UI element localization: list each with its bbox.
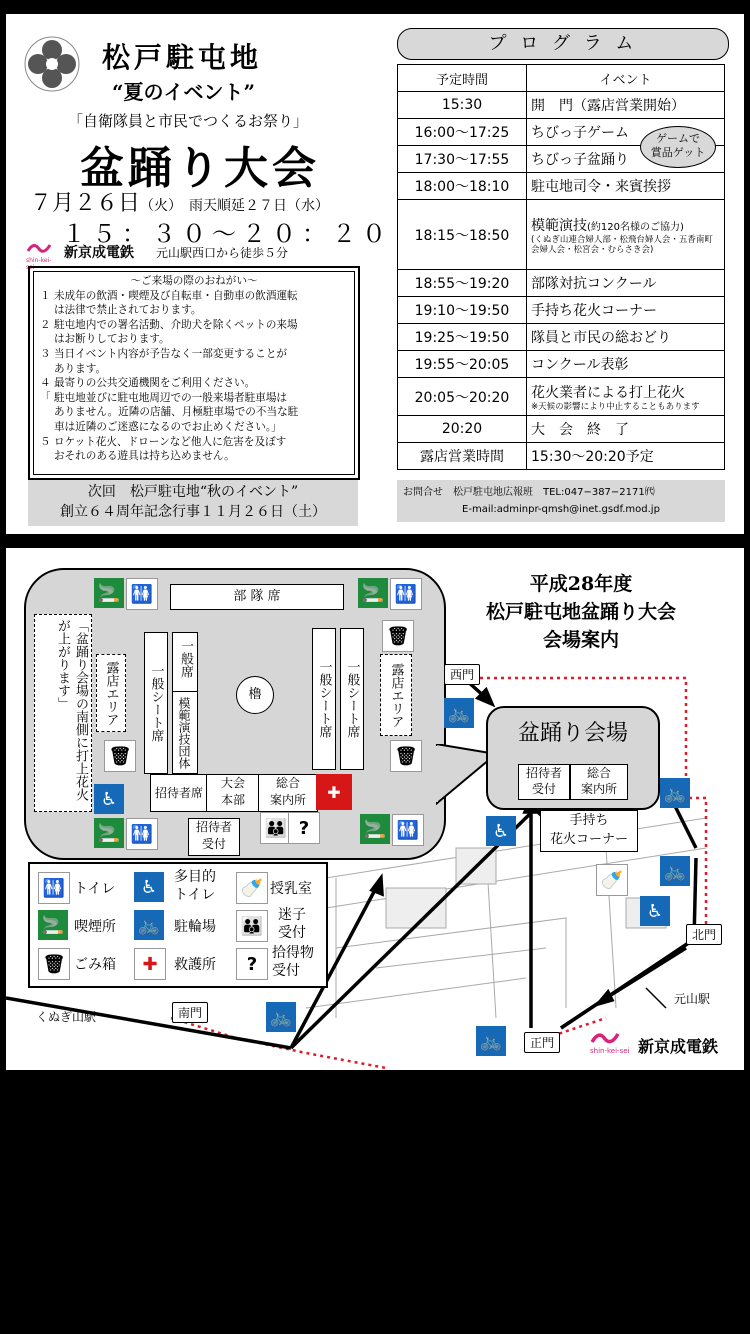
row-time: 19:10～19:50 bbox=[398, 297, 527, 324]
row-event: 15:30～20:20予定 bbox=[527, 443, 725, 470]
row-time: 15:30 bbox=[398, 92, 527, 119]
row-event: 手持ち花火コーナー bbox=[527, 297, 725, 324]
legend-label: 迷子 受付 bbox=[278, 907, 306, 941]
general-seat-label: 一般席 bbox=[178, 639, 193, 678]
toilet-icon: 🚻 bbox=[392, 814, 424, 846]
event-date-line bbox=[30, 186, 329, 217]
kunugiyama-station: くぬぎ山駅 bbox=[36, 1010, 97, 1024]
bicycle-icon: 🚲 bbox=[660, 778, 690, 808]
row-event: 模範演技 bbox=[531, 217, 587, 234]
row-time: 20:05～20:20 bbox=[398, 378, 527, 416]
row-time: 18:00～18:10 bbox=[398, 173, 527, 200]
railway-logo-icon bbox=[26, 241, 52, 255]
row-event: 駐屯地司令・来賓挨拶 bbox=[527, 173, 725, 200]
row-event: ちびっ子盆踊り bbox=[527, 146, 725, 173]
railway-name: 新京成電鉄 bbox=[64, 245, 134, 261]
legend-label: トイレ bbox=[74, 881, 116, 897]
legend-label: 多目的 トイレ bbox=[174, 869, 216, 903]
general-seat-left: 一般シート席 bbox=[144, 632, 168, 774]
hq-booth: 大会 本部 bbox=[206, 774, 260, 812]
bicycle-icon: 🚲 bbox=[134, 910, 164, 940]
bicycle-icon: 🚲 bbox=[476, 1026, 506, 1056]
troop-seats: 部 隊 席 bbox=[170, 584, 344, 610]
legend-label: 救護所 bbox=[174, 957, 216, 973]
main-gate: 正門 bbox=[524, 1032, 560, 1053]
row-time: 露店営業時間 bbox=[398, 443, 527, 470]
info-booth: 総合 案内所 bbox=[258, 774, 318, 812]
railway-logo-map bbox=[590, 1030, 629, 1055]
lost-child-icon: 👪 bbox=[236, 910, 268, 942]
program-table bbox=[397, 64, 725, 470]
legend-label: ごみ箱 bbox=[74, 957, 116, 973]
smoking-icon: 🚬 bbox=[358, 578, 388, 608]
row-time: 17:30～17:55 bbox=[398, 146, 527, 173]
smoking-icon: 🚬 bbox=[94, 578, 124, 608]
venue-info: 総合 案内所 bbox=[570, 764, 628, 800]
map-heading-title: 松戸駐屯地盆踊り大会 bbox=[485, 601, 676, 623]
invited-reception: 招待者 受付 bbox=[188, 818, 240, 856]
trash-icon: 🗑 bbox=[38, 948, 70, 980]
railway-logo-text: shin-kei-sei bbox=[26, 257, 52, 271]
access-info: 元山駅西口から徒歩５分 bbox=[156, 246, 289, 260]
row-event: 隊員と市民の総おどり bbox=[527, 324, 725, 351]
event-time: １５：３０～２０：２０ bbox=[62, 220, 392, 248]
contact-line2: E-mail:adminpr-qmsh@inet.gsdf.mod.jp bbox=[462, 504, 660, 515]
bicycle-icon: 🚲 bbox=[660, 856, 690, 886]
motoyama-station: 元山駅 bbox=[674, 992, 711, 1006]
row-time: 18:55～19:20 bbox=[398, 270, 527, 297]
contact-line1: お問合せ 松戸駐屯地広報班 TEL:047−387−2171㈹ bbox=[403, 487, 655, 498]
general-seat-right1: 一般シート席 bbox=[312, 628, 336, 770]
notice-line: ４ 最寄りの公共交通機関をご利用ください。 bbox=[40, 377, 256, 390]
fireworks-note bbox=[34, 614, 92, 812]
legend-box bbox=[28, 862, 328, 988]
col-time: 予定時間 bbox=[398, 65, 527, 92]
first-aid-icon: ✚ bbox=[134, 948, 166, 980]
toilet-icon: 🚻 bbox=[38, 872, 70, 904]
row-time: 16:00～17:25 bbox=[398, 119, 527, 146]
legend-label: 拾得物 受付 bbox=[272, 945, 314, 979]
row-event-small: (約120名様のご協力) bbox=[587, 221, 684, 233]
general-seat-demo bbox=[172, 632, 198, 774]
notice-line: ５ ロケット花火、ドローンなど他人に危害を及ぼす bbox=[40, 435, 287, 448]
notice-title: ～ご来場の際のおねがい～ bbox=[130, 275, 258, 287]
col-event: イベント bbox=[527, 65, 725, 92]
trash-icon: 🗑 bbox=[390, 740, 422, 772]
map-heading-guide: 会場案内 bbox=[542, 629, 619, 651]
subtitle: 「自衛隊員と市民でつくるお祭り」 bbox=[68, 112, 309, 130]
event-date: ７月２６日 bbox=[30, 191, 141, 216]
row-note: (くぬぎ山連合婦人部・松飛台婦人会・五香南町会婦人会・松宮会・むらさき会) bbox=[531, 234, 713, 255]
row-note: ※天候の影響により中止することもあります bbox=[531, 401, 700, 412]
trash-icon: 🗑 bbox=[382, 620, 414, 652]
map-heading bbox=[456, 570, 706, 654]
hand-fireworks-corner: 手持ち 花火コーナー bbox=[540, 810, 638, 852]
south-gate: 南門 bbox=[172, 1002, 208, 1023]
event-weekday: （火） bbox=[140, 198, 183, 214]
game-bubble: ゲームで 賞品ゲット bbox=[640, 126, 716, 168]
row-event-cell bbox=[527, 378, 725, 416]
wheelchair-icon: ♿ bbox=[134, 872, 164, 902]
notice-box bbox=[28, 266, 360, 480]
yagura: 櫓 bbox=[236, 676, 274, 714]
smoking-icon: 🚬 bbox=[94, 818, 124, 848]
notice-line: はお断りしております。 bbox=[40, 333, 170, 346]
row-event: 開 門（露店営業開始） bbox=[527, 92, 725, 119]
main-title: 盆踊り大会 bbox=[80, 143, 320, 194]
lost-child-icon: 👪 bbox=[260, 812, 292, 844]
trash-icon: 🗑 bbox=[104, 740, 136, 772]
toilet-icon: 🚻 bbox=[126, 818, 158, 850]
org-name: 松戸駐屯地 bbox=[102, 41, 263, 74]
venue-reception: 招待者 受付 bbox=[518, 764, 570, 800]
legend-label: 喫煙所 bbox=[74, 919, 116, 935]
row-event: ちびっ子ゲーム bbox=[527, 119, 725, 146]
flower-emblem-icon bbox=[24, 36, 80, 92]
notice-line: ２ 駐屯地内での署名活動、介助犬を除くペットの来場 bbox=[40, 318, 298, 331]
row-event-cell bbox=[527, 200, 725, 270]
legend-label: 授乳室 bbox=[270, 881, 312, 897]
wheelchair-icon: ♿ bbox=[486, 816, 516, 846]
toilet-icon: 🚻 bbox=[390, 578, 422, 610]
bicycle-icon: 🚲 bbox=[444, 698, 474, 728]
legend-label: 駐輪場 bbox=[174, 919, 216, 935]
wheelchair-icon: ♿ bbox=[94, 784, 124, 814]
row-event: 部隊対抗コンクール bbox=[527, 270, 725, 297]
nursing-icon: 🍼 bbox=[236, 872, 268, 904]
general-seat-right2: 一般シート席 bbox=[340, 628, 364, 770]
row-time: 19:25～19:50 bbox=[398, 324, 527, 351]
row-time: 19:55～20:05 bbox=[398, 351, 527, 378]
notice-line: あります。 bbox=[40, 362, 107, 375]
stall-area-left: 露店エリア bbox=[96, 654, 126, 732]
smoking-icon: 🚬 bbox=[38, 910, 68, 940]
notice-line: 「 駐屯地並びに駐屯地周辺での一般来場者駐車場は bbox=[40, 391, 288, 404]
contact-box bbox=[397, 480, 725, 522]
row-event: 花火業者による打上花火 bbox=[531, 384, 685, 401]
lost-item-icon: ? bbox=[236, 948, 268, 980]
program-header: プ ロ グ ラ ム bbox=[397, 28, 729, 60]
row-time: 18:15～18:50 bbox=[398, 200, 527, 270]
venue-map bbox=[6, 548, 744, 1070]
railway-logo-icon bbox=[590, 1030, 620, 1046]
first-aid-icon: ✚ bbox=[316, 774, 352, 810]
railway-name-map: 新京成電鉄 bbox=[638, 1037, 719, 1056]
lost-item-icon: ? bbox=[288, 812, 320, 844]
smoking-icon: 🚬 bbox=[360, 814, 390, 844]
notice-line: ３ 当日イベント内容が予告なく一部変更することが bbox=[40, 347, 288, 360]
invited-seat: 招待者席 bbox=[150, 774, 208, 812]
demo-group-label: 模範演技団体 bbox=[177, 697, 191, 769]
notice-line: おそれのある遊具は持ち込めません。 bbox=[40, 450, 235, 463]
west-gate: 西門 bbox=[444, 664, 480, 685]
stall-area-right: 露店エリア bbox=[380, 654, 412, 736]
venue-title: 盆踊り会場 bbox=[517, 721, 628, 746]
row-event: 大 会 終 了 bbox=[527, 416, 725, 443]
notice-line: 車は近隣のご迷惑になるのでお止めください。」 bbox=[40, 420, 282, 433]
nursing-icon: 🍼 bbox=[596, 864, 628, 896]
rain-date: 雨天順延２７日（水） bbox=[189, 198, 330, 214]
notice-line: ありません。近隣の店舗、月極駐車場での不当な駐 bbox=[40, 406, 299, 419]
wheelchair-icon: ♿ bbox=[640, 896, 670, 926]
next-event-line2: 創立６４周年記念行事１１月２６日（土） bbox=[60, 504, 326, 520]
map-heading-year: 平成28年度 bbox=[529, 573, 633, 595]
fireworks-note-text: 「盆踊り会場の南側に打上花火が上がります」 bbox=[55, 619, 88, 801]
notice-line: は法律で禁止されております。 bbox=[40, 304, 202, 317]
row-event: コンクール表彰 bbox=[527, 351, 725, 378]
next-event-box bbox=[28, 480, 358, 526]
venue-callout bbox=[486, 706, 660, 810]
notice-line: １ 未成年の飲酒・喫煙及び自転車・自動車の飲酒運転 bbox=[40, 289, 298, 302]
next-event-line1: 次回 松戸駐屯地“秋のイベント” bbox=[87, 484, 299, 500]
bicycle-icon: 🚲 bbox=[266, 1002, 296, 1032]
row-time: 20:20 bbox=[398, 416, 527, 443]
railway-logo-text: shin-kei-sei bbox=[590, 1047, 630, 1055]
event-name: “夏のイベント” bbox=[112, 80, 256, 104]
north-gate: 北門 bbox=[686, 924, 722, 945]
toilet-icon: 🚻 bbox=[126, 578, 158, 610]
